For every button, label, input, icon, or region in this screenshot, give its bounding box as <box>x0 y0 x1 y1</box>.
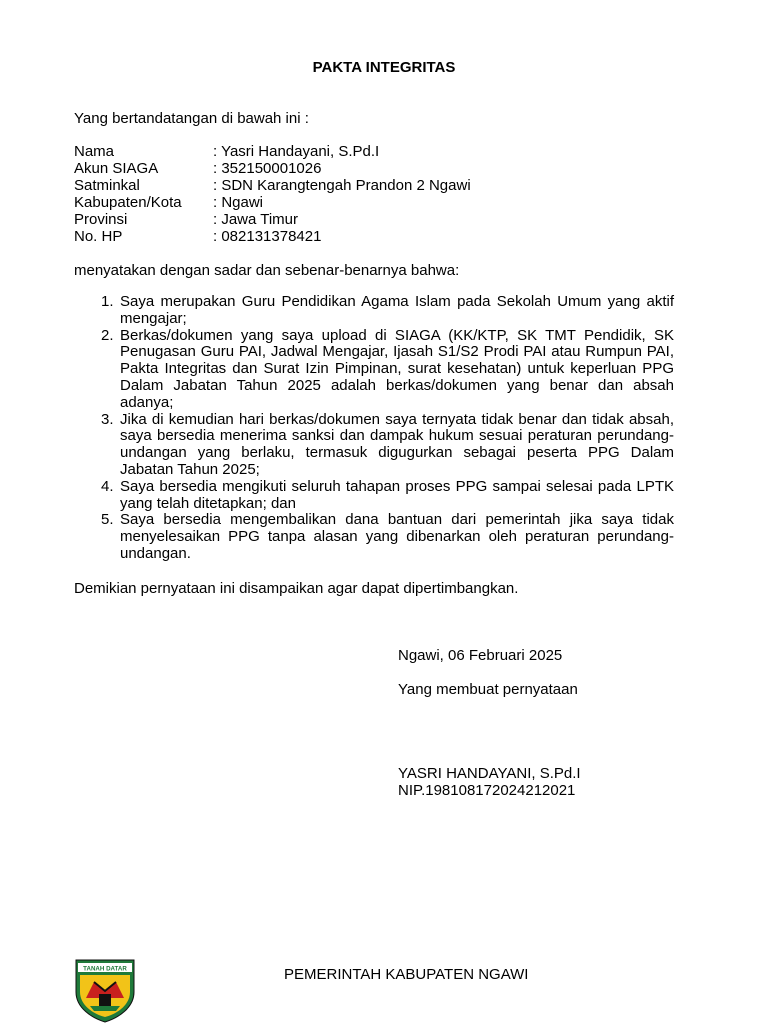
list-number: 5. <box>101 511 114 529</box>
signer-nip: NIP.198108172024212021 <box>398 782 576 799</box>
identity-row <box>74 177 471 194</box>
list-number: 4. <box>101 477 114 495</box>
identity-label: Kabupaten/Kota <box>74 194 182 211</box>
identity-label: Akun SIAGA <box>74 160 159 177</box>
identity-label: Provinsi <box>74 211 128 228</box>
closing-text: Demikian pernyataan ini disampaikan agar dapat dipertimbangkan. <box>74 580 519 597</box>
identity-value: : 082131378421 <box>213 228 322 245</box>
list-text: Saya bersedia mengembalikan dana bantuan dari pemerintah jika saya tidak menyelesaikan PPG tanpa alasan yang dibenarkan oleh peraturan perundang-undangan. <box>120 511 674 562</box>
document-title: PAKTA INTEGRITAS <box>312 59 456 76</box>
list-number: 2. <box>101 326 114 344</box>
identity-value: : Jawa Timur <box>213 211 299 228</box>
regency-emblem-icon <box>72 958 138 1024</box>
identity-value: : SDN Karangtengah Prandon 2 Ngawi <box>213 177 471 194</box>
identity-label: No. HP <box>74 228 123 245</box>
list-item <box>74 328 674 412</box>
identity-value: : Yasri Handayani, S.Pd.I <box>213 143 380 160</box>
identity-row <box>74 194 471 211</box>
list-item <box>74 512 674 562</box>
list-number: 3. <box>101 410 114 428</box>
list-item <box>74 479 674 513</box>
identity-label: Satminkal <box>74 177 140 194</box>
list-text: Saya bersedia mengikuti seluruh tahapan proses PPG sampai selesai pada LPTK yang telah ditetapkan; dan <box>120 477 674 512</box>
signer-name: YASRI HANDAYANI, S.Pd.I <box>398 765 581 782</box>
list-number: 1. <box>101 293 114 310</box>
list-text: Saya merupakan Guru Pendidikan Agama Islam pada Sekolah Umum yang aktif mengajar; <box>120 293 674 327</box>
footer-text: PEMERINTAH KABUPATEN NGAWI <box>284 966 529 983</box>
identity-value: : 352150001026 <box>213 160 322 177</box>
identity-value: : Ngawi <box>213 194 264 211</box>
identity-row <box>74 160 471 177</box>
identity-row <box>74 211 471 228</box>
identity-label: Nama <box>74 143 115 160</box>
identity-row <box>74 228 471 245</box>
footer <box>0 966 768 1024</box>
signer-role: Yang membuat pernyataan <box>398 681 578 698</box>
identity-table <box>74 143 471 245</box>
identity-row <box>74 143 471 160</box>
svg-text:TANAH DATAR: TANAH DATAR <box>83 965 127 973</box>
list-item <box>74 294 674 328</box>
statement-list <box>74 294 674 563</box>
statement-text: menyatakan dengan sadar dan sebenar-benarnya bahwa: <box>74 262 460 279</box>
intro-text: Yang bertandatangan di bawah ini : <box>74 110 309 127</box>
place-date: Ngawi, 06 Februari 2025 <box>398 647 563 664</box>
list-text: Jika di kemudian hari berkas/dokumen saya ternyata tidak benar dan tidak absah, saya bersedia menerima sanksi dan dampak hukum sesuai peraturan perundang-undangan yang berlaku, termasuk digugurkan sebagai peserta PPG Dalam Jabatan Tahun 2025; <box>120 410 674 478</box>
list-item <box>74 412 674 479</box>
list-text: Berkas/dokumen yang saya upload di SIAGA (KK/KTP, SK TMT Pendidik, SK Penugasan Guru PAI, Jadwal Mengajar, Ijasah S1/S2 Prodi PAI atau Rumpun PAI, Pakta Integritas dan Surat Izin Pimpinan, surat kesehatan) untuk keperluan PPG Dalam Jabatan Tahun 2025 adalah berkas/dokumen yang benar dan absah adanya; <box>120 326 674 411</box>
